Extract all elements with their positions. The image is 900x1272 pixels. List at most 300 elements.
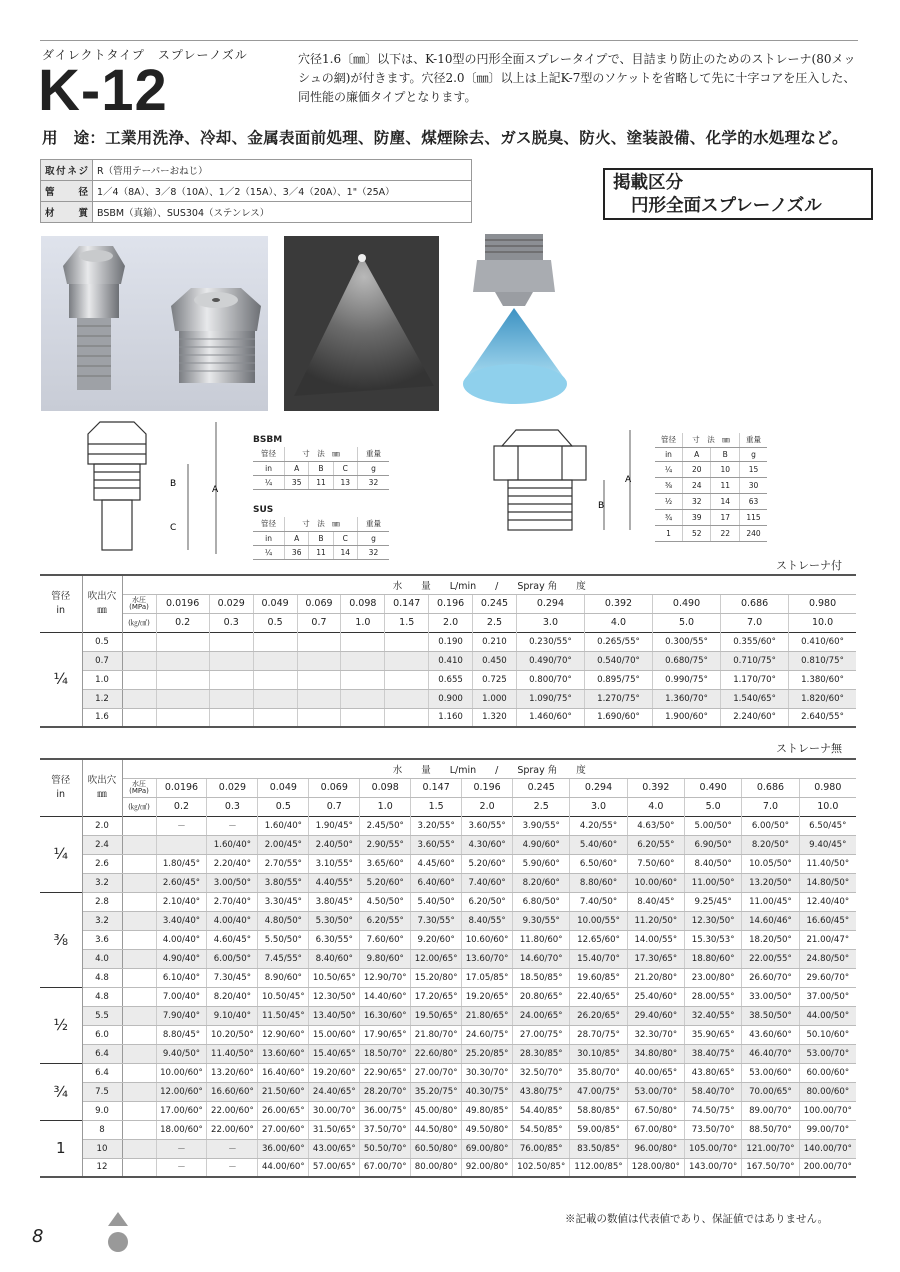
flow-cell: 99.00/70°	[799, 1120, 856, 1139]
flow-cell	[209, 708, 253, 727]
flow-cell: 6.20/55°	[360, 911, 411, 930]
flow-cell	[385, 651, 429, 670]
table-cell	[122, 708, 156, 727]
table-row: ¼ 36 11 14 32	[253, 545, 389, 559]
table-cell	[122, 632, 156, 651]
flow-cell: 1.000	[473, 689, 517, 708]
flow-cell: 14.40/60°	[360, 987, 411, 1006]
flow-cell: 6.00/50°	[207, 949, 258, 968]
mpa-value: 0.980	[799, 778, 856, 797]
kg-value: 0.7	[297, 613, 341, 632]
flow-cell: 0.355/60°	[721, 632, 789, 651]
flow-cell: 7.50/60°	[627, 854, 684, 873]
col-hole-header: 吹出穴 ㎜	[82, 759, 122, 816]
flow-cell: 31.50/65°	[309, 1120, 360, 1139]
flow-cell: 2.70/55°	[258, 854, 309, 873]
flow-cell: 11.00/45°	[742, 892, 799, 911]
table-row	[40, 930, 856, 949]
mpa-value: 0.098	[341, 594, 385, 613]
flow-cell: 9.30/55°	[513, 911, 570, 930]
flow-cell: 3.30/45°	[258, 892, 309, 911]
flow-cell: 49.50/80°	[462, 1120, 513, 1139]
flow-cell: 1.170/70°	[721, 670, 789, 689]
flow-cell: 6.10/40°	[156, 968, 207, 987]
flow-cell: 6.40/60°	[411, 873, 462, 892]
flow-cell: 29.60/70°	[799, 968, 856, 987]
usage-line: 用 途：工業用洗浄、冷却、金属表面前処理、防塵、煤煙除去、ガス脱臭、防火、塗装設備、化学的水処理など。	[42, 129, 848, 147]
flow-cell: 32.40/55°	[685, 1006, 742, 1025]
table-cell	[122, 835, 156, 854]
flow-cell: 8.90/60°	[258, 968, 309, 987]
flow-cell: 6.00/50°	[742, 816, 799, 835]
flow-cell: 8.80/45°	[156, 1025, 207, 1044]
flow-cell: 21.80/70°	[411, 1025, 462, 1044]
flow-cell: 76.00/85°	[513, 1139, 570, 1158]
kg-value: 4.0	[584, 613, 652, 632]
flow-cell: 16.40/60°	[258, 1063, 309, 1082]
flow-cell: 4.40/55°	[309, 873, 360, 892]
spec-row	[41, 160, 472, 181]
flow-cell: 27.00/75°	[513, 1025, 570, 1044]
table-row	[40, 689, 856, 708]
flow-cell: 4.20/55°	[570, 816, 627, 835]
flow-cell	[253, 708, 297, 727]
flow-cell: 18.50/70°	[360, 1044, 411, 1063]
table-cell	[122, 1120, 156, 1139]
flow-cell: 1.270/75°	[584, 689, 652, 708]
mpa-value: 0.029	[207, 778, 258, 797]
flow-cell: 2.40/50°	[309, 835, 360, 854]
table-cell	[122, 1082, 156, 1101]
flow-cell: 1.60/40°	[207, 835, 258, 854]
flow-cell: 44.00/60°	[258, 1158, 309, 1177]
flow-cell: 16.30/60°	[360, 1006, 411, 1025]
orifice: 4.8	[82, 968, 122, 987]
flow-cell	[385, 708, 429, 727]
flow-cell: 32.30/70°	[627, 1025, 684, 1044]
dim-b-label: B	[598, 501, 605, 511]
flow-cell: 67.00/80°	[627, 1120, 684, 1139]
flow-cell	[341, 632, 385, 651]
flow-cell: 32.50/70°	[513, 1063, 570, 1082]
flow-cell: 10.05/50°	[742, 854, 799, 873]
flow-cell	[209, 689, 253, 708]
flow-cell: 20.80/65°	[513, 987, 570, 1006]
orifice: 3.2	[82, 911, 122, 930]
orifice: 7.5	[82, 1082, 122, 1101]
flow-cell: 73.50/70°	[685, 1120, 742, 1139]
flow-cell: 1.60/40°	[258, 816, 309, 835]
flow-cell: 3.90/55°	[513, 816, 570, 835]
flow-cell: 50.10/60°	[799, 1025, 856, 1044]
flow-cell: 121.00/70°	[742, 1139, 799, 1158]
flow-cell: 12.00/65°	[411, 949, 462, 968]
kg-value: 2.0	[462, 797, 513, 816]
kg-value: 4.0	[627, 797, 684, 816]
flow-cell: 59.00/85°	[570, 1120, 627, 1139]
kg-value: 2.5	[473, 613, 517, 632]
flow-cell: 3.20/55°	[411, 816, 462, 835]
spray-illustration	[455, 232, 585, 412]
table-row	[40, 968, 856, 987]
mpa-header: 水圧 (MPa)	[122, 778, 156, 797]
kg-value: 1.5	[411, 797, 462, 816]
table-cell	[122, 949, 156, 968]
flow-cell: 22.90/65°	[360, 1063, 411, 1082]
flow-cell: 83.50/85°	[570, 1139, 627, 1158]
flow-cell: 13.20/60°	[207, 1063, 258, 1082]
flow-cell: 5.20/60°	[360, 873, 411, 892]
flow-cell: 0.895/75°	[584, 670, 652, 689]
flow-cell: 17.05/85°	[462, 968, 513, 987]
flow-cell: 21.80/65°	[462, 1006, 513, 1025]
flow-cell: 38.40/75°	[685, 1044, 742, 1063]
flow-cell: 58.40/70°	[685, 1082, 742, 1101]
flow-cell	[253, 632, 297, 651]
table-cell	[122, 892, 156, 911]
flow-cell: 67.00/70°	[360, 1158, 411, 1177]
orifice: 4.8	[82, 987, 122, 1006]
mpa-value: 0.686	[721, 594, 789, 613]
table-cell	[122, 987, 156, 1006]
flow-cell: 11.50/45°	[258, 1006, 309, 1025]
flow-cell: 23.00/80°	[685, 968, 742, 987]
flow-cell: 24.00/65°	[513, 1006, 570, 1025]
flow-cell: 7.40/50°	[570, 892, 627, 911]
mpa-value: 0.098	[360, 778, 411, 797]
spec-value: 1／4（8A）、3／8（10A）、1／2（15A）、3／4（20A）、1"（25A）	[93, 181, 472, 202]
flow-cell	[156, 835, 207, 854]
flow-cell: 43.80/65°	[685, 1063, 742, 1082]
flow-cell: 15.40/70°	[570, 949, 627, 968]
table-row: ½ 32 14 63	[655, 493, 767, 509]
flow-cell: 4.60/45°	[207, 930, 258, 949]
mpa-value: 0.245	[513, 778, 570, 797]
col-size-header: 管径 in	[40, 575, 82, 632]
flow-cell: 7.90/40°	[156, 1006, 207, 1025]
flow-cell: 0.190	[429, 632, 473, 651]
flow-cell: 74.50/75°	[685, 1101, 742, 1120]
flow-cell: 1.460/60°	[516, 708, 584, 727]
mpa-value: 0.147	[385, 594, 429, 613]
flow-cell: 0.210	[473, 632, 517, 651]
flow-cell: 100.00/70°	[799, 1101, 856, 1120]
kg-header: (㎏/㎠)	[122, 613, 156, 632]
flow-cell: 6.80/50°	[513, 892, 570, 911]
flow-cell: 11.40/50°	[799, 854, 856, 873]
kg-value: 7.0	[721, 613, 789, 632]
mpa-value: 0.069	[309, 778, 360, 797]
flow-cell: 13.40/50°	[309, 1006, 360, 1025]
flow-cell: 0.300/55°	[653, 632, 721, 651]
flow-cell: 30.30/70°	[462, 1063, 513, 1082]
pipe-size: ¼	[40, 632, 82, 727]
no-strainer-label: ストレーナ無	[776, 742, 842, 755]
flow-cell: 12.90/60°	[258, 1025, 309, 1044]
orifice: 2.4	[82, 835, 122, 854]
flow-cell: 24.40/65°	[309, 1082, 360, 1101]
table-row: ¾ 39 17 115	[655, 509, 767, 525]
flow-cell: 21.50/60°	[258, 1082, 309, 1101]
flow-cell: 27.00/70°	[411, 1063, 462, 1082]
flow-cell: 8.20/50°	[742, 835, 799, 854]
table-row: ¼ 35 11 13 32	[253, 475, 389, 489]
orifice: 6.4	[82, 1044, 122, 1063]
flow-cell: 22.00/55°	[742, 949, 799, 968]
flow-cell: 35.90/65°	[685, 1025, 742, 1044]
flow-cell	[156, 632, 209, 651]
table-cell	[122, 1158, 156, 1177]
flow-cell: 1.900/60°	[653, 708, 721, 727]
flow-cell: 67.50/80°	[627, 1101, 684, 1120]
flow-cell: 14.60/70°	[513, 949, 570, 968]
flow-cell: 1.820/60°	[789, 689, 856, 708]
flow-cell: 29.40/60°	[627, 1006, 684, 1025]
table-cell	[122, 1063, 156, 1082]
flow-cell	[341, 651, 385, 670]
flow-cell: 53.00/70°	[799, 1044, 856, 1063]
kg-value: 0.2	[156, 613, 209, 632]
flow-cell: 5.40/60°	[570, 835, 627, 854]
flow-cell: 4.80/50°	[258, 911, 309, 930]
flow-cell	[209, 670, 253, 689]
flow-cell: 22.00/60°	[207, 1120, 258, 1139]
kg-value: 10.0	[817, 801, 839, 812]
flow-cell	[297, 651, 341, 670]
flow-cell	[385, 689, 429, 708]
nozzle-product-photo	[41, 236, 268, 411]
table-row: ⅜ 24 11 30	[655, 477, 767, 493]
flow-cell: 15.40/65°	[309, 1044, 360, 1063]
flow-cell: 2.45/50°	[360, 816, 411, 835]
flow-cell: 22.00/60°	[207, 1101, 258, 1120]
mpa-value: 0.0196	[156, 594, 209, 613]
flow-cell: 1.090/75°	[516, 689, 584, 708]
flow-cell: 11.40/50°	[207, 1044, 258, 1063]
flow-cell: 8.20/60°	[513, 873, 570, 892]
table-row	[40, 911, 856, 930]
flow-header: 水 量 L/min / Spray 角 度	[122, 575, 856, 594]
flow-cell: 3.00/50°	[207, 873, 258, 892]
flow-cell: 60.00/60°	[799, 1063, 856, 1082]
flow-cell: 15.00/60°	[309, 1025, 360, 1044]
flow-cell: 6.50/45°	[799, 816, 856, 835]
flow-cell	[341, 689, 385, 708]
flow-cell: 0.680/75°	[653, 651, 721, 670]
flow-cell: 46.40/70°	[742, 1044, 799, 1063]
orifice: 4.0	[82, 949, 122, 968]
flow-cell: 4.45/60°	[411, 854, 462, 873]
pipe-size: 1	[40, 1120, 82, 1177]
flow-cell: 140.00/70°	[799, 1139, 856, 1158]
flow-cell: 10.00/60°	[627, 873, 684, 892]
flow-cell: 18.80/60°	[685, 949, 742, 968]
flow-cell: 26.20/65°	[570, 1006, 627, 1025]
spec-label: 管 径	[41, 181, 93, 202]
flow-cell: 18.50/85°	[513, 968, 570, 987]
table-cell	[122, 1006, 156, 1025]
spec-label: 取付ネジ	[41, 160, 93, 181]
spec-table	[40, 159, 472, 223]
flow-cell: 28.70/75°	[570, 1025, 627, 1044]
table-row	[40, 670, 856, 689]
flow-cell: 8.40/50°	[685, 854, 742, 873]
flow-cell: 15.30/53°	[685, 930, 742, 949]
flow-cell	[297, 708, 341, 727]
table-row	[40, 854, 856, 873]
table-row	[40, 1044, 856, 1063]
orifice: 12	[82, 1158, 122, 1177]
mpa-value: 0.069	[297, 594, 341, 613]
flow-cell: 0.410	[429, 651, 473, 670]
flow-cell: 3.40/40°	[156, 911, 207, 930]
kg-value: 1.5	[385, 613, 429, 632]
bsbm-dim-table: 管径 寸 法 ㎜ 重量 in A B C g ¼ 35 11 13 32	[253, 447, 389, 490]
flow-cell: 25.40/60°	[627, 987, 684, 1006]
flow-cell: 28.00/55°	[685, 987, 742, 1006]
flow-cell: 40.30/75°	[462, 1082, 513, 1101]
flow-cell: 22.60/80°	[411, 1044, 462, 1063]
flow-cell: 3.10/55°	[309, 854, 360, 873]
flow-cell	[385, 670, 429, 689]
flow-cell: 2.10/40°	[156, 892, 207, 911]
sus-dim-table: 管径 寸 法 ㎜ 重量 in A B C g ¼ 36 11 14 32	[253, 517, 389, 560]
orifice: 1.2	[82, 689, 122, 708]
category-label: 掲載区分	[613, 173, 683, 193]
orifice: 0.7	[82, 651, 122, 670]
mpa-value: 0.392	[627, 778, 684, 797]
flow-cell: 1.80/45°	[156, 854, 207, 873]
flow-cell: －	[207, 1139, 258, 1158]
flow-cell	[297, 689, 341, 708]
mpa-value: 0.294	[516, 594, 584, 613]
pipe-size: ½	[40, 987, 82, 1063]
flow-cell: 33.00/50°	[742, 987, 799, 1006]
flow-cell: 0.800/70°	[516, 670, 584, 689]
flow-cell: 16.60/45°	[799, 911, 856, 930]
flow-cell: 17.90/65°	[360, 1025, 411, 1044]
flow-cell: 12.65/60°	[570, 930, 627, 949]
spec-value: R（管用テーパーおねじ）	[93, 160, 472, 181]
flow-cell: 0.990/75°	[653, 670, 721, 689]
mpa-value: 0.686	[742, 778, 799, 797]
flow-cell: 19.60/85°	[570, 968, 627, 987]
pipe-size: ¼	[40, 816, 82, 892]
flow-cell: 47.00/75°	[570, 1082, 627, 1101]
col-size-header: 管径 in	[40, 759, 82, 816]
flow-cell: 30.00/70°	[309, 1101, 360, 1120]
flow-cell: 105.00/70°	[685, 1139, 742, 1158]
flow-cell: 2.20/40°	[207, 854, 258, 873]
mpa-value: 0.049	[258, 778, 309, 797]
orifice: 9.0	[82, 1101, 122, 1120]
table-row	[40, 1158, 856, 1177]
table-cell	[122, 689, 156, 708]
orifice: 1.6	[82, 708, 122, 727]
flow-cell: 19.50/65°	[411, 1006, 462, 1025]
flow-cell: 16.60/60°	[207, 1082, 258, 1101]
flow-cell: 0.900	[429, 689, 473, 708]
flow-cell	[341, 670, 385, 689]
table-row	[40, 1025, 856, 1044]
flow-cell: 80.00/60°	[799, 1082, 856, 1101]
flow-cell: 12.30/50°	[309, 987, 360, 1006]
table-cell	[122, 968, 156, 987]
orifice: 2.0	[82, 816, 122, 835]
table-cell	[122, 854, 156, 873]
flow-cell: 9.40/45°	[799, 835, 856, 854]
flow-cell	[156, 651, 209, 670]
orifice: 3.6	[82, 930, 122, 949]
flow-cell: 9.20/60°	[411, 930, 462, 949]
orifice: 1.0	[82, 670, 122, 689]
flow-cell	[156, 708, 209, 727]
flow-cell: 7.45/55°	[258, 949, 309, 968]
flow-cell: 10.50/45°	[258, 987, 309, 1006]
flow-cell: 45.00/80°	[411, 1101, 462, 1120]
flow-cell: 21.20/80°	[627, 968, 684, 987]
flow-cell: 27.00/60°	[258, 1120, 309, 1139]
flow-cell: 8.80/60°	[570, 873, 627, 892]
flow-cell: 58.80/85°	[570, 1101, 627, 1120]
flow-cell	[209, 651, 253, 670]
flow-cell: 24.60/75°	[462, 1025, 513, 1044]
kg-value: 5.0	[653, 613, 721, 632]
flow-cell: －	[207, 1158, 258, 1177]
flow-cell: 22.40/65°	[570, 987, 627, 1006]
table-row	[40, 816, 856, 835]
table-row	[40, 1082, 856, 1101]
flow-cell: 1.360/70°	[653, 689, 721, 708]
flow-cell: 2.00/45°	[258, 835, 309, 854]
flow-table-no-strainer	[40, 758, 856, 1178]
dim-a-label: A	[212, 485, 219, 495]
mpa-value: 0.980	[789, 594, 856, 613]
model-title: K-12	[38, 58, 168, 123]
flow-cell: 89.00/70°	[742, 1101, 799, 1120]
flow-cell: 12.30/50°	[685, 911, 742, 930]
mpa-value: 0.490	[685, 778, 742, 797]
table-row: 1 52 22 240	[655, 525, 767, 541]
kg-value: 2.0	[429, 613, 473, 632]
orifice: 2.8	[82, 892, 122, 911]
page-number: 8	[32, 1226, 44, 1247]
flow-cell: 1.320	[473, 708, 517, 727]
flow-cell: 37.50/70°	[360, 1120, 411, 1139]
flow-cell: 17.20/65°	[411, 987, 462, 1006]
flow-cell: 12.90/70°	[360, 968, 411, 987]
flow-cell: 2.70/40°	[207, 892, 258, 911]
flow-cell: 5.20/60°	[462, 854, 513, 873]
flow-cell: 7.40/60°	[462, 873, 513, 892]
flow-cell: 70.00/65°	[742, 1082, 799, 1101]
flow-cell: 5.50/50°	[258, 930, 309, 949]
flow-cell: 28.20/70°	[360, 1082, 411, 1101]
table-row	[40, 1101, 856, 1120]
flow-header: 水 量 L/min / Spray 角 度	[122, 759, 856, 778]
flow-cell: 1.90/45°	[309, 816, 360, 835]
strainer-label: ストレーナ付	[776, 559, 842, 572]
flow-cell: 10.00/60°	[156, 1063, 207, 1082]
kg-value: 0.5	[258, 797, 309, 816]
table-row	[40, 1139, 856, 1158]
flow-cell: 5.90/60°	[513, 854, 570, 873]
flow-cell: －	[156, 1158, 207, 1177]
flow-cell: 60.50/80°	[411, 1139, 462, 1158]
mpa-value: 0.049	[253, 594, 297, 613]
flow-cell	[297, 670, 341, 689]
flow-cell: －	[207, 816, 258, 835]
